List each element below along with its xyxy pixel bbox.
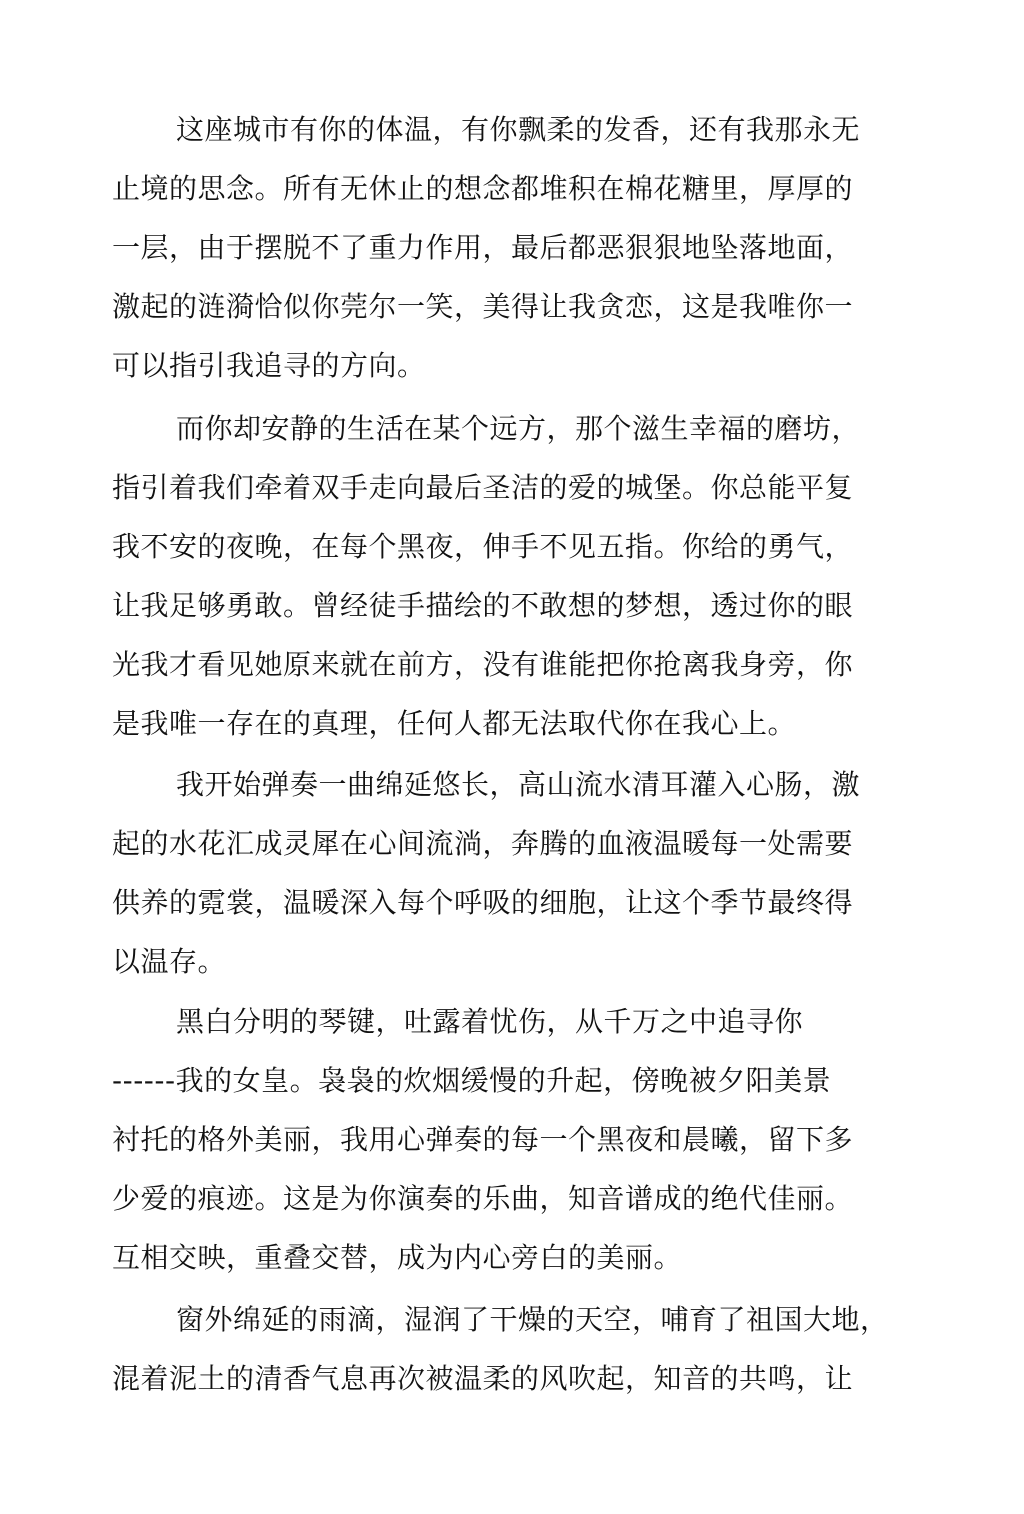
paragraph-4-line-1: 黑白分明的琴键，吐露着忧伤，从千万之中追寻你 — [176, 1005, 804, 1038]
paragraph-2-line-1: 而你却安静的生活在某个远方，那个滋生幸福的磨坊， — [176, 412, 861, 445]
paragraph-2-line-5: 光我才看见她原来就在前方，没有谁能把你抢离我身旁，你 — [112, 648, 854, 681]
paragraph-3-line-1: 我开始弹奏一曲绵延悠长，高山流水清耳灌入心肠，激 — [176, 768, 861, 801]
paragraph-4-line-5: 互相交映，重叠交替，成为内心旁白的美丽。 — [112, 1241, 683, 1274]
paragraph-1-line-1: 这座城市有你的体温，有你飘柔的发香，还有我那永无 — [176, 113, 861, 146]
paragraph-1-line-5: 可以指引我追寻的方向。 — [112, 349, 426, 382]
paragraph-3-line-3: 供养的霓裳，温暖深入每个呼吸的细胞，让这个季节最终得 — [112, 886, 854, 919]
paragraph-4-line-2: ------我的女皇。袅袅的炊烟缓慢的升起，傍晚被夕阳美景 — [112, 1064, 832, 1097]
paragraph-2-line-6: 是我唯一存在的真理，任何人都无法取代你在我心上。 — [112, 707, 797, 740]
paragraph-2-line-2: 指引着我们牵着双手走向最后圣洁的爱的城堡。你总能平复 — [112, 471, 854, 504]
paragraph-2-line-4: 让我足够勇敢。曾经徒手描绘的不敢想的梦想，透过你的眼 — [112, 589, 854, 622]
paragraph-5-line-1: 窗外绵延的雨滴，湿润了干燥的天空，哺育了祖国大地， — [176, 1303, 889, 1336]
paragraph-1-line-3: 一层，由于摆脱不了重力作用，最后都恶狠狠地坠落地面， — [112, 231, 854, 264]
paragraph-4-line-4: 少爱的痕迹。这是为你演奏的乐曲，知音谱成的绝代佳丽。 — [112, 1182, 854, 1215]
paragraph-1-line-2: 止境的思念。所有无休止的想念都堆积在棉花糖里，厚厚的 — [112, 172, 854, 205]
paragraph-1-line-4: 激起的涟漪恰似你莞尔一笑，美得让我贪恋，这是我唯你一 — [112, 290, 854, 323]
paragraph-4-line-3: 衬托的格外美丽，我用心弹奏的每一个黑夜和晨曦，留下多 — [112, 1123, 854, 1156]
paragraph-5-line-2: 混着泥土的清香气息再次被温柔的风吹起，知音的共鸣，让 — [112, 1362, 854, 1395]
paragraph-3-line-2: 起的水花汇成灵犀在心间流淌，奔腾的血液温暖每一处需要 — [112, 827, 854, 860]
paragraph-3-line-4: 以温存。 — [112, 945, 227, 978]
paragraph-2-line-3: 我不安的夜晚，在每个黑夜，伸手不见五指。你给的勇气， — [112, 530, 854, 563]
